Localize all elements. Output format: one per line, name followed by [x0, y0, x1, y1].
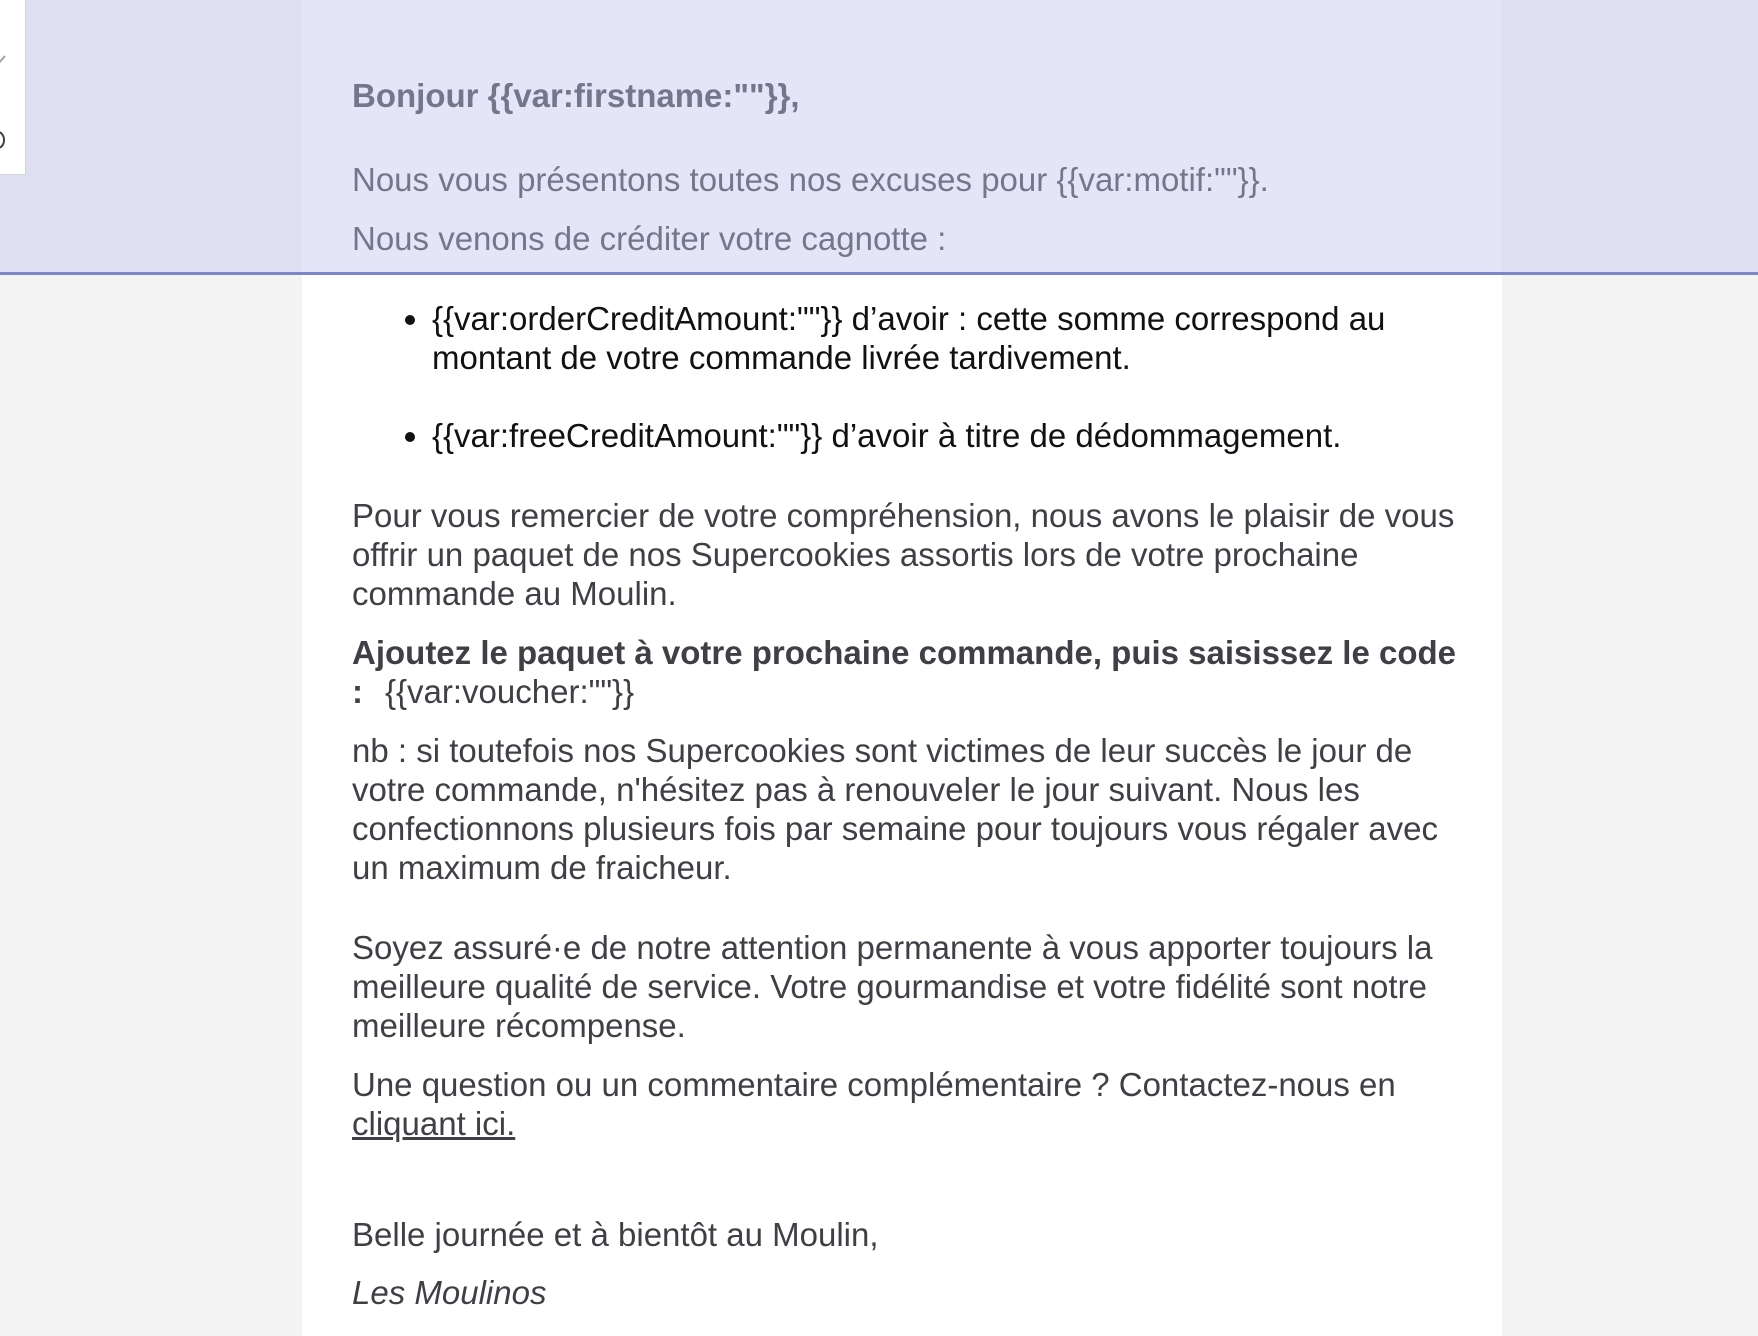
contact-link[interactable]: cliquant ici. — [352, 1105, 516, 1142]
selection-highlight — [0, 0, 1758, 275]
apology-text: Nous vous présentons toutes nos excuses pour {{var:motif:""}}. — [352, 161, 1269, 198]
signature: Les Moulinos — [352, 1274, 547, 1311]
list-item: • {{var:orderCreditAmount:""}} d’avoir : cette somme correspond au montant de votre commande livrée tardivement. — [432, 299, 1432, 377]
closing-text: Belle journée et à bientôt au Moulin, — [352, 1216, 879, 1253]
credit-list — [372, 299, 1432, 494]
thanks-text: Pour vous remercier de votre compréhension, nous avons le plaisir de vous offrir un paquet de nos Supercookies assortis lors de votre prochaine commande au Moulin. — [352, 497, 1455, 612]
commitment-text: Soyez assuré·e de notre attention permanente à vous apporter toujours la meilleure qualité de service. Votre gourmandise et votre fidélité sont notre meilleure récompense. — [352, 929, 1433, 1044]
voucher-instruction: Ajoutez le paquet à votre prochaine commande, puis saisissez le code : — [352, 634, 1457, 710]
side-toolbar[interactable] — [0, 0, 26, 175]
credit-intro: Nous venons de créditer votre cagnotte : — [352, 220, 947, 257]
greeting: Bonjour {{var:firstname:""}}, — [352, 77, 800, 114]
contact-text: Une question ou un commentaire complémentaire ? Contactez-nous en — [352, 1066, 1396, 1103]
voucher-code: {{var:voucher:""}} — [385, 673, 635, 710]
nb-note: nb : si toutefois nos Supercookies sont victimes de leur succès le jour de votre commande, n'hésitez pas à renouveler le jour suivant. Nous les confectionnons plusieurs fois par semaine pour toujours vous régaler avec un maximum de fraicheur. — [352, 732, 1438, 886]
list-item: • {{var:freeCreditAmount:""}} d’avoir à titre de dédommagement. — [432, 416, 1432, 455]
voucher-paragraph — [352, 633, 1462, 711]
contact-paragraph — [352, 1065, 1462, 1143]
checkmark-icon[interactable] — [0, 55, 6, 67]
circle-icon[interactable] — [0, 130, 6, 150]
